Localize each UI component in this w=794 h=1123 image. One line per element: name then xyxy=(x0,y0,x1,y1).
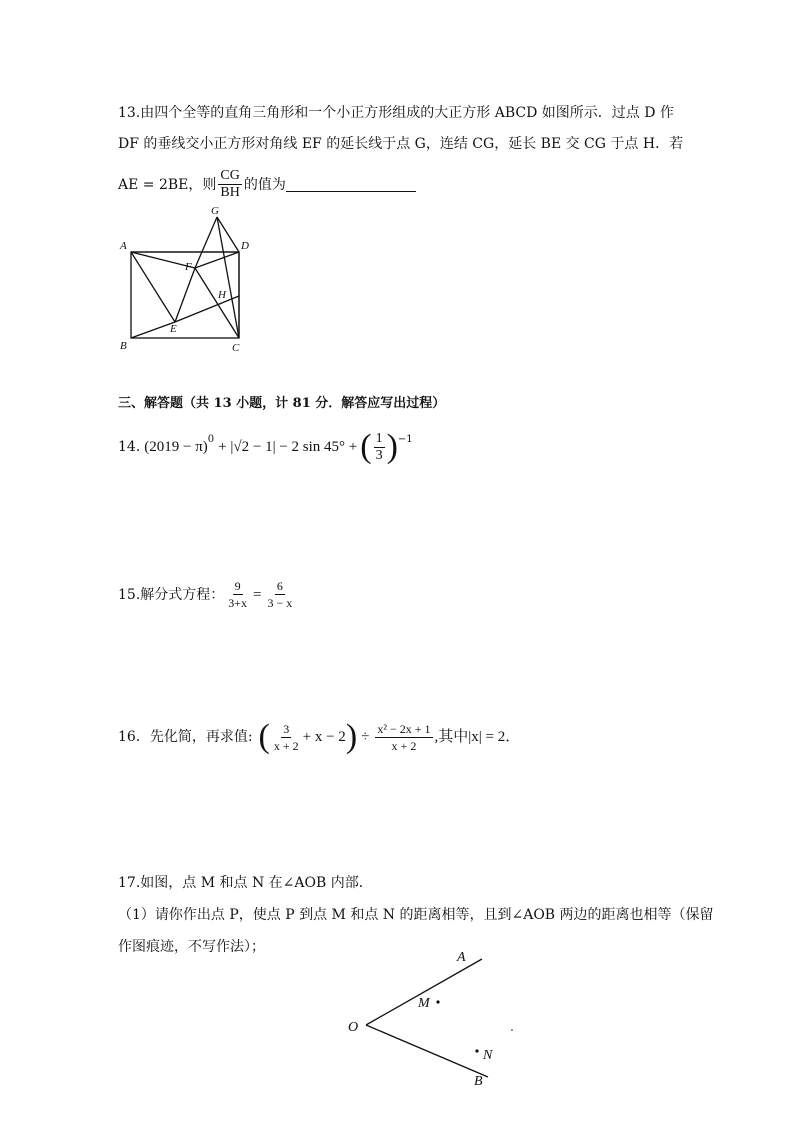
q17-line2: （1）请你作出点 P，使点 P 到点 M 和点 N 的距离相等，且到∠AOB 两边的距离也相等（保留 xyxy=(118,907,714,923)
section-title: 三、解答题（共 13 小题，计 81 分．解答应写出过程） xyxy=(118,396,446,411)
q14-term-a: (2019 − π) xyxy=(144,439,208,455)
q14-exp-neg1: −1 xyxy=(397,434,413,445)
q16-prefix: 16．先化简，再求值: xyxy=(118,729,253,745)
line-be xyxy=(131,322,175,338)
q15-left-den: 3+x xyxy=(228,596,248,610)
point-m xyxy=(436,1000,439,1003)
label-A2: A xyxy=(457,950,466,965)
line-eh xyxy=(175,296,239,322)
q13-figure xyxy=(115,200,260,360)
label-B: B xyxy=(120,340,127,352)
q16-outer-fraction xyxy=(375,721,432,754)
q15-right-num: 6 xyxy=(276,579,283,593)
q16-inner-fraction xyxy=(272,721,301,754)
q17-figure xyxy=(340,945,530,1095)
q16-outer-num: x² − 2x + 1 xyxy=(377,721,431,736)
q14-fraction xyxy=(374,431,385,464)
line-ae xyxy=(131,252,175,322)
q15-equals: = xyxy=(253,586,262,603)
label-F: F xyxy=(185,261,192,273)
label-E: E xyxy=(170,323,177,335)
q13-line2: DF 的垂线交小正方形对角线 EF 的延长线于点 G，连结 CG，延长 BE 交 CG 于点 H．若 xyxy=(118,136,684,152)
line-fe xyxy=(175,268,195,322)
label-A: A xyxy=(120,240,127,252)
q16-outer-den: x + 2 xyxy=(391,738,417,753)
q14-frac-den: 3 xyxy=(375,447,383,463)
ray-ob xyxy=(366,1025,488,1077)
point-n xyxy=(475,1049,478,1052)
label-O: O xyxy=(348,1020,359,1035)
q16-expression: 16．先化简，再求值: ( $\frac{3}{x + 2}$ + x − 2 ) ÷ $\frac{\text{x² − 2x + 1}}{x + 2}$ ,其中|x| = 2． xyxy=(118,718,521,755)
q16-suffix: ,其中|x| = 2． xyxy=(434,729,521,745)
q14-prefix: 14. xyxy=(118,439,141,455)
q16-divide: ÷ xyxy=(361,729,370,745)
q16-inner-den: x + 2 xyxy=(273,738,299,753)
stray-dot xyxy=(511,1029,513,1031)
label-H: H xyxy=(218,289,226,301)
q15-right-fraction xyxy=(266,578,295,611)
q13-line3 xyxy=(118,168,416,201)
q13-answer-blank xyxy=(286,177,416,192)
label-G: G xyxy=(211,205,219,217)
q15-prefix: 15.解分式方程： xyxy=(118,586,225,603)
q17-line1: 17.如图，点 M 和点 N 在∠AOB 内部． xyxy=(118,875,373,891)
label-C: C xyxy=(232,342,240,354)
q15-right-den: 3 − x xyxy=(267,596,293,610)
q14-term-b: + |√2 − 1| − 2 sin 45° + xyxy=(218,439,358,455)
q15-left-num: 9 xyxy=(234,579,241,593)
q14-exp0: 0 xyxy=(207,434,215,445)
q16-inner-num: 3 xyxy=(283,721,290,736)
q13-fraction xyxy=(218,168,241,201)
q13-frac-den: BH xyxy=(220,185,240,200)
label-D: D xyxy=(241,240,249,252)
label-N: N xyxy=(483,1048,493,1063)
q14-frac-num: 1 xyxy=(375,430,383,446)
q15-equation xyxy=(118,578,296,611)
line-fg xyxy=(195,217,217,268)
q13-line1: 13.由四个全等的直角三角形和一个小正方形组成的大正方形 ABCD 如图所示．过点 D 作 xyxy=(118,105,674,121)
q13-frac-num: CG xyxy=(220,168,240,183)
q13-ask: 的值为 xyxy=(243,176,286,193)
q15-left-fraction xyxy=(226,578,249,611)
line-fd xyxy=(195,252,239,268)
ray-oa xyxy=(366,959,482,1025)
q13-condition: AE = 2BE，则 xyxy=(118,176,217,193)
q17-line3: 作图痕迹，不写作法）； xyxy=(118,939,265,955)
label-M: M xyxy=(418,996,430,1011)
q16-inner-rest: + x − 2 xyxy=(302,729,346,745)
q14-expression: 14. (2019 − π) $^0$ + |√2 − 1| − 2 sin 45° + ( $\frac{1}{3}$ ) $^{-1}$ xyxy=(118,428,413,465)
label-B2: B xyxy=(474,1074,483,1089)
